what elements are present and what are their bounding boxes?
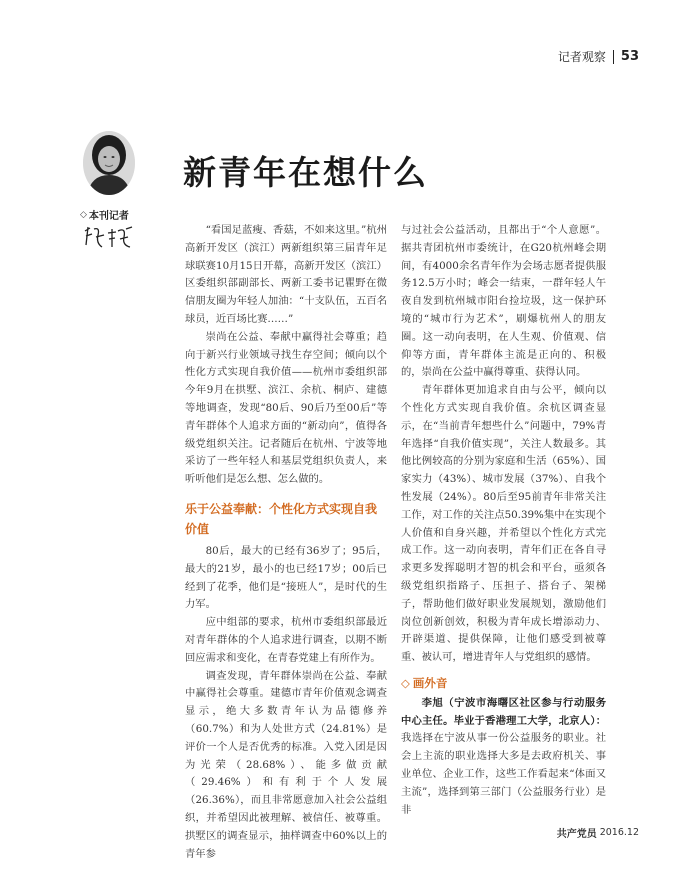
sidebar-paragraph xyxy=(401,695,606,820)
header-divider xyxy=(613,50,614,64)
paragraph: 调查发现，青年群体崇尚在公益、奉献中赢得社会尊重。建德市青年价值观念调查显示，绝大多数青年认为品德修养（60.7%）和为人处世方式（24.81%）是评价一个人是否优秀的标准。入党入团是因为光荣（28.68%）、能多做贡献（29.46%）和有利于个人发展（26.36%），而且非常愿意加入社会公益组织，并希望因此被理解、被信任、被尊重。拱墅区的调查显示，抽样调查中60%以上的青年参 xyxy=(185,669,387,860)
section-label: 记者观察 xyxy=(557,50,606,64)
page-header xyxy=(558,48,639,65)
page-number: 53 xyxy=(620,49,639,64)
left-column xyxy=(185,222,387,863)
paragraph: 80后，最大的已经有36岁了；95后，最大的21岁，最小的也已经17岁；00后已经到了花季，他们是“接班人”，是时代的生力军。 xyxy=(185,544,387,611)
author-signature xyxy=(82,223,142,253)
author-portrait-image xyxy=(83,131,135,195)
paragraph: 崇尚在公益、奉献中赢得社会尊重；趋向于新兴行业领域寻找生存空间；倾向以个性化方式实现自我价值——杭州市委组织部今年9月在拱墅、滨江、余杭、桐庐、建德等地调查，发现“80后、90后乃至00后”等青年群体个人追求方面的“新动向”，值得各级党组织关注。记者随后在杭州、宁波等地采访了一些年轻人和基层党组织负责人，来听听他们是怎么想、怎么做的。 xyxy=(185,330,387,486)
sidebar-heading-label: 画外音 xyxy=(412,675,448,690)
paragraph: 青年群体更加追求自由与公平，倾向以个性化方式实现自我价值。余杭区调查显示，在“当前青年想些什么”问题中，79%青年选择“自我价值实现”，关注人数最多。其他比例较高的分别为家庭和生活（65%）、国家实力（43%）、城市发展（37%）、自我个性发展（24%）。80后至95前青年非常关注工作，对工作的关注点50.39%集中在实现个人价值和自身兴趣，并希望以个性化方式完成工作。这一动向表明，青年们正在各自寻求更多发挥聪明才智的机会和平台，亟须各级党组织指路子、压担子、搭台子、架梯子，帮助他们做好职业发展规划，激励他们岗位创新创效，积极为青年成长增添动力、开辟渠道、提供保障，让他们感受到被尊重、被认可，增进青年人与党组织的感情。 xyxy=(401,384,606,664)
article-title: 新青年在想什么 xyxy=(183,153,428,192)
right-column xyxy=(401,222,606,819)
sidebar-body: 我选择在宁波从事一份公益服务的职业。社会上主流的职业选择大多是去政府机关、事业单位、企业工作，这些工作看起来“体面又主流”，选择到第三部门（公益服务行业）是非 xyxy=(401,732,606,816)
byline xyxy=(80,207,129,222)
page-footer xyxy=(557,825,639,840)
paragraph: 应中组部的要求，杭州市委组织部最近对青年群体的个人追求进行调查，以期不断回应需求和变化，在青春党建上有所作为。 xyxy=(185,616,387,664)
paragraph: 与过社会公益活动，且都出于“个人意愿”。据共青团杭州市委统计，在G20杭州峰会期间，有4000余名青年作为会场志愿者提供服务12.5万小时；峰会一结束，一群年轻人午夜自发到杭州城市阳台捡垃圾，这一保护环境的“城市行为艺术”，刷爆杭州人的朋友圈。这一动向表明，在人生观、价值观、信仰等方面，青年群体主流是正向的、积极的，崇尚在公益中赢得尊重、获得认同。 xyxy=(401,224,606,379)
section-subheading: 乐于公益奉献：个性化方式实现自我价值 xyxy=(185,501,378,536)
diamond-icon: ◇ xyxy=(401,675,410,690)
magazine-logo: 共产党员 xyxy=(556,829,597,840)
issue-date: 2016.12 xyxy=(599,827,639,838)
sidebar-heading xyxy=(401,675,606,693)
byline-label: 本刊记者 xyxy=(88,211,129,222)
paragraph: “看国足蓝瘦、香菇，不如来这里。”杭州高新开发区（滨江）两新组织第三届青年足球联赛10月15日开幕，高新开发区（滨江）区委组织部副部长、两新工委书记瞿野在微信朋友圈为年轻人加油：“十支队伍，五百名球员，近百场比赛……” xyxy=(185,224,387,325)
diamond-icon: ◇ xyxy=(80,209,87,220)
author-photo xyxy=(83,131,135,195)
sidebar-lead: 李旭（宁波市海曙区社区参与行动服务中心主任。毕业于香港理工大学，北京人）： xyxy=(401,696,606,727)
